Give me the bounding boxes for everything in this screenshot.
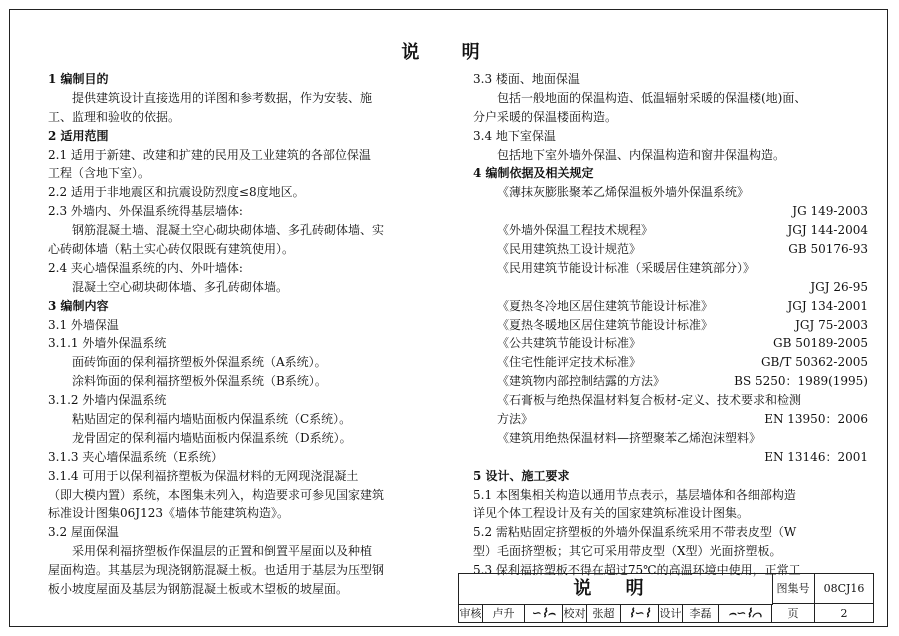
paragraph-line: 面砖饰面的保利福挤塑板外保温系统（A系统）。 [72,355,327,370]
paragraph-line: 3.3 楼面、地面保温 [473,72,580,86]
paragraph-line: 板小坡度屋面及基层为钢筋混凝土板或木望板的坡屋面。 [48,582,349,597]
standard-code-line: JGJ 26-95 [810,279,868,294]
paragraph-line: 2.1 适用于新建、改建和扩建的民用及工业建筑的各部位保温 [48,147,371,162]
standard-reference-line [473,316,868,335]
left-column [48,70,436,599]
review-name: 卢升 [483,604,525,623]
page-number: 2 [840,607,848,620]
right-column [473,70,868,580]
paragraph-line: 2.4 夹心墙保温系统的内、外叶墙体: [48,260,243,275]
standard-name: 方法》 [497,412,534,427]
section-heading: 4 编制依据及相关规定 [473,166,594,181]
paragraph-line: 工程（含地下室）。 [48,166,151,181]
paragraph-line: 标准设计图集06J123《墙体节能建筑构造》。 [48,506,289,521]
check-name: 张超 [587,604,621,623]
title-block [458,573,874,623]
standard-code: JGJ 144-2004 [787,223,868,238]
paragraph-line: 3.4 地下室保温 [473,128,556,143]
standard-reference-line [473,240,868,259]
section-heading: 5 设计、施工要求 [473,468,570,483]
standard-reference-line [473,334,868,353]
paragraph-line: 5.1 本图集相关构造以通用节点表示，基层墙体和各细部构造 [473,487,796,502]
paragraph-line: 提供建筑设计直接选用的详图和参考数据，作为安装、施 [72,90,373,105]
paragraph-line: 粘贴固定的保利福内墙贴面板内保温系统（C系统）。 [72,412,352,427]
standard-reference-line [473,353,868,372]
standard-code: GB/T 50362-2005 [760,355,868,370]
standard-code: JGJ 134-2001 [787,298,868,313]
page-label: 页 [772,604,815,623]
standard-code: GB 50189-2005 [773,336,868,351]
design-signature: ⌢∽⌇⌒ [719,604,772,623]
standard-code: EN 13950：2006 [764,412,868,427]
paragraph-line: 包括一般地面的保温构造、低温辐射采暖的保温楼(地)面、 [497,90,807,105]
standard-name: 《夏热冬暖地区居住建筑节能设计标准》 [497,317,714,332]
paragraph-line: 钢筋混凝土墙、混凝土空心砌块砌体墙、多孔砖砌体墙、实 [72,223,385,238]
review-signature: ∽⌇⌢ [525,604,563,623]
paragraph-line: 混凝土空心砌块砌体墙、多孔砖砌体墙。 [72,279,289,294]
paragraph-line: 心砖砌体墙（粘土实心砖仅限既有建筑使用）。 [48,242,295,257]
design-label: 设计 [659,604,683,623]
paragraph-line: 采用保利福挤塑板作保温层的正置和倒置平屋面以及种植 [72,544,373,559]
atlas-number: 08CJ16 [815,574,873,604]
check-signature: ⌇∽⌇ [621,604,659,623]
standard-code-line: EN 13146：2001 [764,449,868,464]
section-heading: 1 编制目的 [48,72,109,86]
standard-name: 《外墙外保温工程技术规程》 [497,223,654,238]
review-label: 审核 [459,604,483,623]
paragraph-line: 《建筑用绝热保温材料—挤塑聚苯乙烯泡沫塑料》 [497,430,762,445]
paragraph-line: 3.1.4 可用于以保利福挤塑板为保温材料的无网现浇混凝土 [48,468,359,483]
paragraph-line: 《石膏板与绝热保温材料复合板材-定义、技术要求和检测 [497,393,802,408]
paragraph-line: 工、监理和验收的依据。 [48,109,181,124]
paragraph-line: 涂料饰面的保利福挤塑板外保温系统（B系统）。 [72,374,327,389]
paragraph-line: 龙骨固定的保利福内墙贴面板内保温系统（D系统）。 [72,430,352,445]
standard-name: 《公共建筑节能设计标准》 [497,336,642,351]
standard-name: 《住宅性能评定技术标准》 [497,355,642,370]
paragraph-line: 分户采暖的保温楼面构造。 [473,109,618,124]
paragraph-line: 《薄抹灰膨胀聚苯乙烯保温板外墙外保温系统》 [497,185,750,200]
standard-name: 《夏热冬冷地区居住建筑节能设计标准》 [497,298,714,313]
standard-reference-line [473,410,868,429]
standard-code-line: JG 149-2003 [792,204,868,219]
standard-code: GB 50176-93 [788,242,868,257]
page-title: 说 明 [401,42,498,63]
standard-code: BS 5250：1989(1995) [734,374,868,389]
paragraph-line: 5.3 保利福挤塑板不得在超过75℃的高温环境中使用，正常工 [473,563,801,578]
paragraph-line: 2.3 外墙内、外保温系统得基层墙体: [48,204,243,219]
paragraph-line: 3.2 屋面保温 [48,525,119,540]
paragraph-line: 3.1.2 外墙内保温系统 [48,393,167,408]
check-label: 校对 [563,604,587,623]
paragraph-line: 3.1 外墙保温 [48,317,119,332]
paragraph-line: 型）毛面挤塑板；其它可采用带皮型（X型）光面挤塑板。 [473,544,782,559]
paragraph-line: 3.1.3 夹心墙保温系统（E系统） [48,449,224,464]
standard-name: 《民用建筑热工设计规范》 [497,242,642,257]
standard-name: 《建筑物内部控制结露的方法》 [497,374,666,389]
paragraph-line: 5.2 需粘贴固定挤塑板的外墙外保温系统采用不带表皮型（W [473,525,797,540]
paragraph-line: 详见个体工程设计及有关的国家建筑标准设计图集。 [473,506,750,521]
standard-reference-line [473,297,868,316]
standard-code: JGJ 75-2003 [795,317,868,332]
standard-reference-line [473,221,868,240]
section-heading: 3 编制内容 [48,298,109,313]
standard-reference-line [473,372,868,391]
design-name: 李磊 [683,604,719,623]
paragraph-line: 3.1.1 外墙外保温系统 [48,336,167,351]
title-block-title: 说 明 [459,574,773,605]
paragraph-line: 《民用建筑节能设计标准（采暖居住建筑部分）》 [497,260,756,275]
paragraph-line: 包括地下室外墙外保温、内保温构造和窗井保温构造。 [497,147,786,162]
paragraph-line: （即大模内置）系统，本图集未列入，构造要求可参见国家建筑 [48,487,385,502]
section-heading: 2 适用范围 [48,128,109,143]
paragraph-line: 2.2 适用于非地震区和抗震设防烈度≤8度地区。 [48,185,305,200]
paragraph-line: 屋面构造。其基层为现浇钢筋混凝土板。也适用于基层为压型钢 [48,563,385,578]
atlas-label: 图集号 [772,574,815,604]
